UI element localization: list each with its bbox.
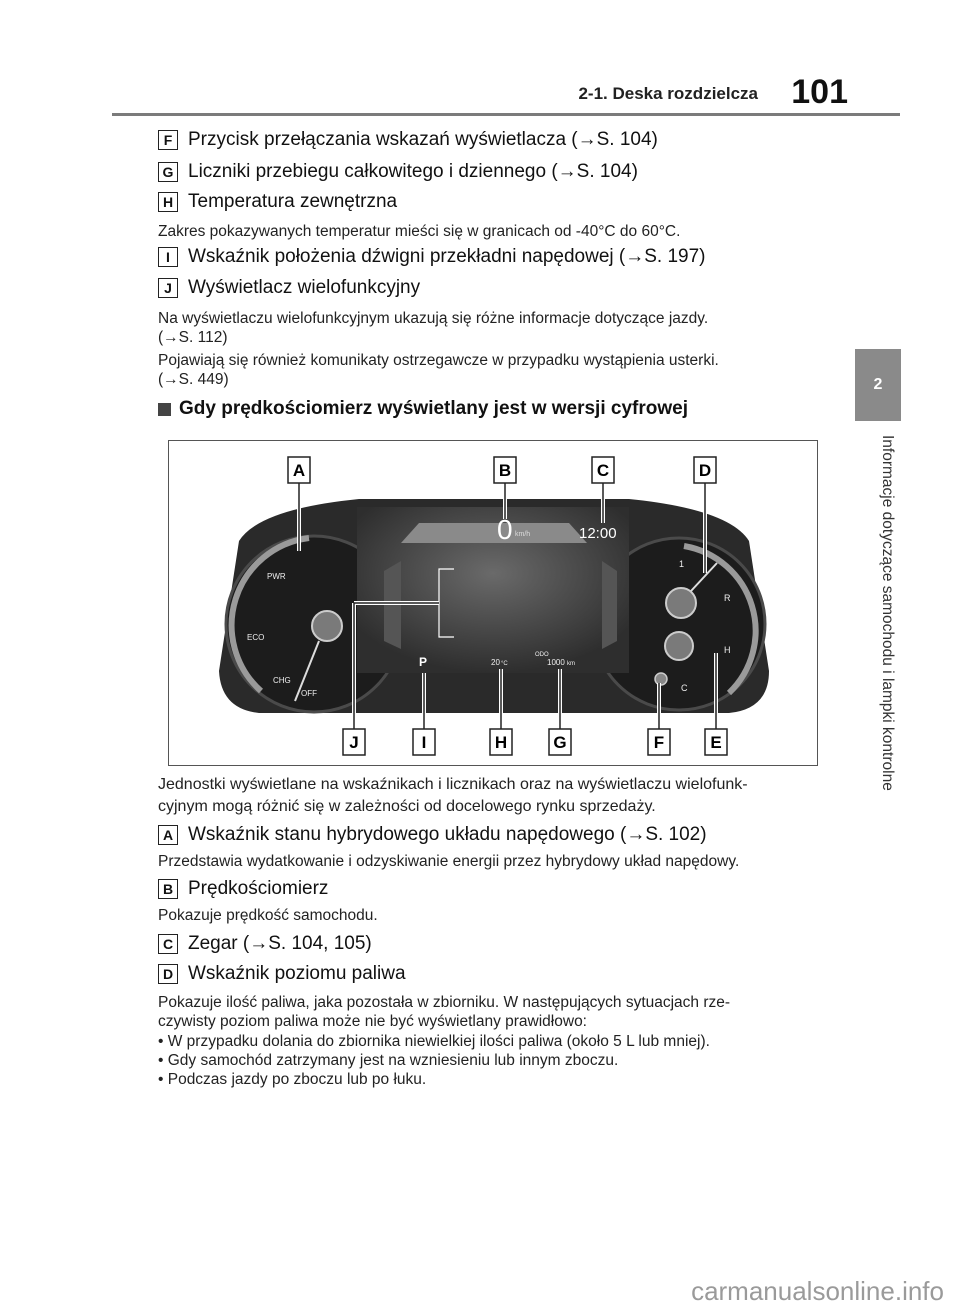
item-label: Prędkościomierz [188, 878, 329, 899]
odo-label: ODO [535, 652, 549, 658]
mfd-note-2 [158, 351, 838, 389]
callout-h [490, 729, 512, 755]
callout-a [288, 457, 310, 483]
temp-value: 20 [491, 658, 500, 667]
list-item: • Podczas jazdy po zboczu lub po łuku. [158, 1071, 427, 1088]
callout-c-label: C [596, 461, 610, 480]
letter-badge: G [158, 162, 178, 182]
item-label: Temperatura zewnętrzna [188, 191, 398, 212]
callout-d-label: D [698, 461, 712, 480]
display-shading [401, 523, 587, 543]
callout-g-label: G [553, 733, 567, 752]
callout-b-label: B [498, 461, 512, 480]
letter-badge: J [158, 278, 178, 298]
desc-a: Przedstawia wydatkowanie i odzyskiwanie energii przez hybrydowy układ napędowy. [158, 853, 740, 870]
units-note-line1: Jednostki wyświetlane na wskaźnikach i licznikach oraz na wyświetlaczu wielofunk- [158, 776, 748, 793]
letter-badge: H [158, 192, 178, 212]
label-pwr: PWR [267, 572, 286, 581]
clock-value: 12:00 [579, 525, 617, 542]
desc-d-line1: Pokazuje ilość paliwa, jaka pozostała w zbiorniku. W następujących sytuacjach rze- [158, 994, 731, 1011]
letter-badge: I [158, 247, 178, 267]
callout-h-label: H [494, 733, 508, 752]
mfd-note-2-line2: (→S. 449) [158, 371, 229, 388]
item-h [158, 191, 397, 213]
fuel-bullet-list [158, 1032, 838, 1089]
item-label: Wskaźnik stanu hybrydowego układu napędowego (→S. 102) [188, 824, 707, 845]
label-off: OFF [301, 689, 317, 698]
letter-badge: B [158, 879, 178, 899]
square-bullet-icon [158, 403, 171, 416]
chapter-tab[interactable]: 2 [855, 349, 901, 421]
fuel-gauge-hub [666, 588, 696, 618]
letter-badge: A [158, 825, 178, 845]
units-note [158, 774, 838, 818]
callout-j-label: J [349, 733, 359, 752]
section-title: 2-1. Deska rozdzielcza [578, 84, 758, 103]
item-b [158, 878, 328, 900]
header-rule [112, 113, 900, 116]
callout-f-label: F [653, 733, 665, 752]
item-label: Wyświetlacz wielofunkcyjny [188, 277, 421, 298]
mfd-note-1-line1: Na wyświetlaczu wielofunkcyjnym ukazują się różne informacje dotyczące jazdy. [158, 310, 709, 327]
item-a [158, 824, 707, 846]
list-item: • Gdy samochód zatrzymany jest na wzniesieniu lub innym zboczu. [158, 1052, 619, 1069]
cluster-illustration [169, 441, 817, 765]
instrument-cluster-diagram [168, 440, 818, 766]
callout-j [343, 729, 365, 755]
item-j [158, 277, 420, 299]
label-eco: ECO [247, 633, 265, 642]
item-label: Przycisk przełączania wskazań wyświetlacza (→S. 104) [188, 129, 658, 150]
item-label: Liczniki przebiegu całkowitego i dziennego (→S. 104) [188, 161, 638, 182]
callout-c [592, 457, 614, 483]
callout-g [549, 729, 571, 755]
letter-badge: D [158, 964, 178, 984]
item-c [158, 933, 372, 955]
callout-b [494, 457, 516, 483]
speed-unit: km/h [515, 531, 531, 538]
desc-d-line2: czywisty poziom paliwa może nie być wyświetlany prawidłowo: [158, 1013, 587, 1030]
item-f [158, 129, 658, 151]
fuel-label-r: R [724, 593, 731, 603]
hybrid-gauge-hub [312, 611, 342, 641]
list-item: • W przypadku dolania do zbiornika niewielkiej ilości paliwa (około 5 L lub mniej). [158, 1033, 710, 1050]
page-number: 101 [791, 73, 848, 111]
odo-unit: km [567, 661, 575, 667]
item-i [158, 246, 706, 268]
temp-gauge-hub [665, 632, 693, 660]
item-label: Wskaźnik poziomu paliwa [188, 963, 406, 984]
callout-a-label: A [292, 461, 306, 480]
item-label: Wskaźnik położenia dźwigni przekładni napędowej (→S. 197) [188, 246, 706, 267]
mfd-note-2-line1: Pojawiają się również komunikaty ostrzegawcze w przypadku wystąpienia usterki. [158, 352, 719, 369]
temp-range-note: Zakres pokazywanych temperatur mieści się w granicach od -40°C do 60°C. [158, 223, 681, 240]
mfd-note-1-line2: (→S. 112) [158, 329, 228, 346]
odo-value: 1000 [547, 658, 565, 667]
callout-d [694, 457, 716, 483]
chapter-title: Informacje dotyczące samochodu i lampki kontrolne [879, 435, 896, 791]
mfd-note-1 [158, 309, 838, 347]
temp-unit: °C [501, 661, 508, 667]
temp-label-c: C [681, 683, 688, 693]
letter-badge: F [158, 130, 178, 150]
speed-value: 0 [497, 514, 513, 545]
label-chg: CHG [273, 676, 291, 685]
desc-d [158, 993, 838, 1031]
fuel-label-1: 1 [679, 559, 685, 569]
callout-e [705, 729, 727, 755]
display-side-bar-right [602, 561, 617, 649]
callout-f [648, 729, 670, 755]
item-label: Zegar (→S. 104, 105) [188, 933, 372, 954]
callout-i [413, 729, 435, 755]
desc-b: Pokazuje prędkość samochodu. [158, 907, 378, 924]
callout-i-label: I [421, 733, 427, 752]
section-heading [158, 398, 688, 420]
units-note-line2: cyjnym mogą różnić się w zależności od docelowego rynku sprzedaży. [158, 798, 656, 815]
item-g [158, 161, 638, 183]
section-heading-text: Gdy prędkościomierz wyświetlany jest w wersji cyfrowej [179, 398, 688, 419]
temp-label-h: H [724, 645, 731, 655]
gear-value: P [419, 655, 428, 669]
watermark[interactable]: carmanualsonline.info [691, 1276, 944, 1306]
item-d [158, 963, 406, 985]
callout-e-label: E [710, 733, 722, 752]
letter-badge: C [158, 934, 178, 954]
